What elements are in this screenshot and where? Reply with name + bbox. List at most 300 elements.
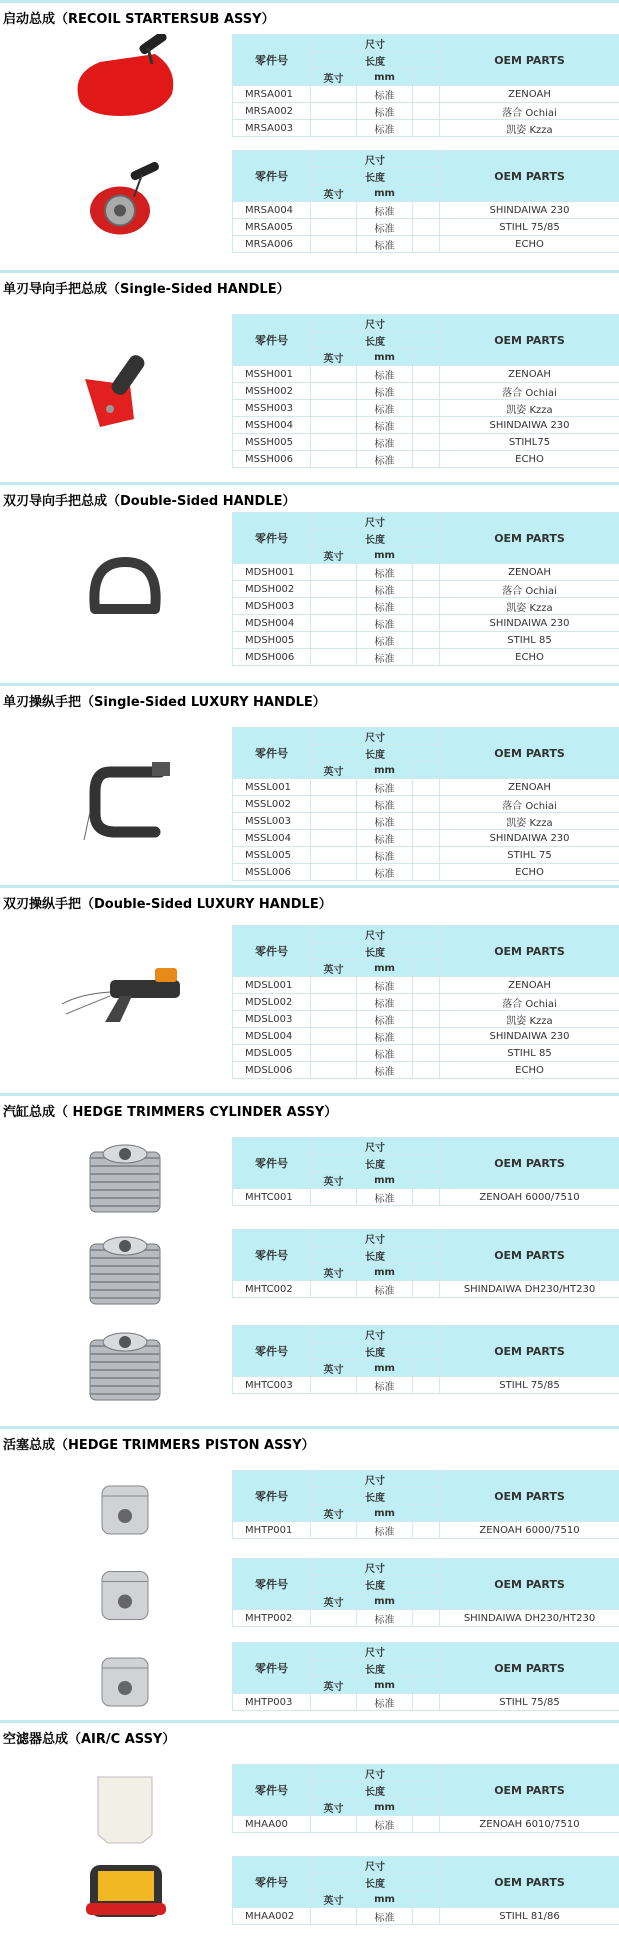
part-no-header: 零件号	[233, 315, 311, 366]
blank-cell	[413, 796, 440, 813]
blank-cell	[413, 615, 440, 632]
size-header: 尺寸	[311, 1138, 440, 1155]
inch-cell	[311, 632, 357, 649]
table-row	[233, 649, 619, 666]
mm-cell: 标准	[357, 796, 413, 813]
mm-header: mm	[357, 762, 413, 779]
blank-cell	[413, 1610, 440, 1627]
oem-header: OEM PARTS	[440, 151, 619, 202]
blank-header	[413, 1172, 440, 1189]
table-row	[233, 1045, 619, 1062]
table-row	[233, 1816, 619, 1833]
length-header: 长度	[311, 1782, 440, 1799]
part-code: MDSH001	[233, 564, 311, 581]
oem-cell: STIHL 81/86	[440, 1908, 619, 1925]
size-header: 尺寸	[311, 926, 440, 943]
table-row	[233, 236, 619, 253]
inch-cell	[311, 434, 357, 451]
part-code: MSSH002	[233, 383, 311, 400]
table-row	[233, 1062, 619, 1079]
blank-cell	[413, 103, 440, 120]
spec-table	[232, 512, 619, 666]
inch-cell	[311, 1610, 357, 1627]
table-row	[233, 830, 619, 847]
inch-header: 英寸	[311, 1264, 357, 1281]
section-title: 空滤器总成（AIR/C ASSY）	[3, 1732, 176, 1747]
part-code: MSSL003	[233, 813, 311, 830]
oem-cell: ECHO	[440, 1062, 619, 1079]
length-header: 长度	[311, 1576, 440, 1593]
blank-header	[413, 349, 440, 366]
inch-header: 英寸	[311, 69, 357, 86]
blank-cell	[413, 434, 440, 451]
length-header: 长度	[311, 1660, 440, 1677]
inch-header: 英寸	[311, 960, 357, 977]
mm-cell: 标准	[357, 615, 413, 632]
table-row	[233, 632, 619, 649]
oem-cell: SHINDAIWA 230	[440, 417, 619, 434]
inch-cell	[311, 451, 357, 468]
length-header: 长度	[311, 530, 440, 547]
inch-header: 英寸	[311, 1360, 357, 1377]
inch-cell	[311, 779, 357, 796]
size-header: 尺寸	[311, 513, 440, 530]
oem-header: OEM PARTS	[440, 1230, 619, 1281]
spec-table	[232, 34, 619, 137]
oem-cell: SHINDAIWA DH230/HT230	[440, 1281, 619, 1298]
blank-cell	[413, 383, 440, 400]
oem-cell: STIHL 75/85	[440, 219, 619, 236]
inch-header: 英寸	[311, 1505, 357, 1522]
part-code: MHAA002	[233, 1908, 311, 1925]
oem-cell: ZENOAH	[440, 86, 619, 103]
part-code: MDSH004	[233, 615, 311, 632]
mm-cell: 标准	[357, 1377, 413, 1394]
size-header: 尺寸	[311, 35, 440, 52]
spec-table	[232, 1642, 619, 1711]
oem-cell: ZENOAH 6000/7510	[440, 1522, 619, 1539]
part-code: MHTC002	[233, 1281, 311, 1298]
part-code: MHTP001	[233, 1522, 311, 1539]
mm-cell: 标准	[357, 1011, 413, 1028]
blank-cell	[413, 581, 440, 598]
table-row	[233, 615, 619, 632]
section-header	[0, 0, 619, 27]
product-photo	[60, 1470, 190, 1550]
table-row	[233, 400, 619, 417]
inch-cell	[311, 1189, 357, 1206]
size-header: 尺寸	[311, 1643, 440, 1660]
blank-cell	[413, 219, 440, 236]
mm-header: mm	[357, 1677, 413, 1694]
blank-cell	[413, 1522, 440, 1539]
section-title: 双刃导向手把总成（Double-Sided HANDLE）	[3, 494, 296, 509]
inch-cell	[311, 202, 357, 219]
blank-header	[413, 1505, 440, 1522]
spec-table	[232, 314, 619, 468]
inch-cell	[311, 1816, 357, 1833]
oem-cell: ECHO	[440, 649, 619, 666]
spec-table	[232, 1764, 619, 1833]
blank-header	[413, 1677, 440, 1694]
product-photo	[60, 1764, 190, 1854]
part-no-header: 零件号	[233, 151, 311, 202]
mm-header: mm	[357, 1799, 413, 1816]
oem-cell: 凯姿 Kzza	[440, 1011, 619, 1028]
part-code: MSSL004	[233, 830, 311, 847]
mm-cell: 标准	[357, 1522, 413, 1539]
blank-cell	[413, 1011, 440, 1028]
oem-cell: ECHO	[440, 864, 619, 881]
blank-cell	[413, 847, 440, 864]
blank-cell	[413, 400, 440, 417]
part-no-header: 零件号	[233, 926, 311, 977]
inch-cell	[311, 103, 357, 120]
size-header: 尺寸	[311, 1471, 440, 1488]
mm-cell: 标准	[357, 400, 413, 417]
part-no-header: 零件号	[233, 1471, 311, 1522]
part-code: MSSH001	[233, 366, 311, 383]
mm-header: mm	[357, 1264, 413, 1281]
oem-header: OEM PARTS	[440, 513, 619, 564]
part-no-header: 零件号	[233, 513, 311, 564]
mm-cell: 标准	[357, 434, 413, 451]
mm-cell: 标准	[357, 830, 413, 847]
part-code: MHAA00	[233, 1816, 311, 1833]
blank-cell	[413, 1694, 440, 1711]
mm-cell: 标准	[357, 1908, 413, 1925]
table-row	[233, 120, 619, 137]
mm-cell: 标准	[357, 1028, 413, 1045]
mm-header: mm	[357, 1891, 413, 1908]
inch-cell	[311, 366, 357, 383]
part-no-header: 零件号	[233, 1765, 311, 1816]
blank-cell	[413, 864, 440, 881]
mm-cell: 标准	[357, 1816, 413, 1833]
part-code: MDSL002	[233, 994, 311, 1011]
length-header: 长度	[311, 52, 440, 69]
mm-cell: 标准	[357, 202, 413, 219]
blank-cell	[413, 994, 440, 1011]
oem-cell: STIHL 85	[440, 1045, 619, 1062]
part-code: MDSL006	[233, 1062, 311, 1079]
mm-cell: 标准	[357, 977, 413, 994]
mm-header: mm	[357, 1172, 413, 1189]
spec-table	[232, 925, 619, 1079]
part-no-header: 零件号	[233, 1857, 311, 1908]
part-code: MSSH006	[233, 451, 311, 468]
table-row	[233, 434, 619, 451]
inch-cell	[311, 994, 357, 1011]
blank-header	[413, 69, 440, 86]
blank-cell	[413, 86, 440, 103]
mm-cell: 标准	[357, 581, 413, 598]
part-code: MSSL006	[233, 864, 311, 881]
mm-cell: 标准	[357, 120, 413, 137]
blank-cell	[413, 1028, 440, 1045]
mm-cell: 标准	[357, 219, 413, 236]
inch-cell	[311, 417, 357, 434]
part-code: MDSH006	[233, 649, 311, 666]
oem-header: OEM PARTS	[440, 315, 619, 366]
blank-cell	[413, 779, 440, 796]
oem-header: OEM PARTS	[440, 1857, 619, 1908]
inch-header: 英寸	[311, 185, 357, 202]
inch-header: 英寸	[311, 1593, 357, 1610]
mm-header: mm	[357, 185, 413, 202]
blank-cell	[413, 564, 440, 581]
table-row	[233, 847, 619, 864]
blank-cell	[413, 649, 440, 666]
oem-cell: 落合 Ochiai	[440, 796, 619, 813]
oem-cell: ZENOAH 6010/7510	[440, 1816, 619, 1833]
length-header: 长度	[311, 943, 440, 960]
mm-cell: 标准	[357, 847, 413, 864]
product-photo	[60, 1558, 190, 1633]
mm-cell: 标准	[357, 1694, 413, 1711]
oem-cell: 凯姿 Kzza	[440, 813, 619, 830]
part-code: MDSL004	[233, 1028, 311, 1045]
table-row	[233, 1694, 619, 1711]
table-row	[233, 451, 619, 468]
oem-header: OEM PARTS	[440, 1326, 619, 1377]
section-title: 双刃操纵手把（Double-Sided LUXURY HANDLE）	[3, 897, 332, 912]
blank-cell	[413, 813, 440, 830]
inch-cell	[311, 1028, 357, 1045]
length-header: 长度	[311, 1343, 440, 1360]
section-header	[0, 1720, 619, 1747]
spec-table	[232, 150, 619, 253]
size-header: 尺寸	[311, 151, 440, 168]
table-row	[233, 1189, 619, 1206]
blank-cell	[413, 120, 440, 137]
inch-cell	[311, 1045, 357, 1062]
mm-cell: 标准	[357, 994, 413, 1011]
part-code: MHTP003	[233, 1694, 311, 1711]
oem-cell: ZENOAH	[440, 779, 619, 796]
oem-cell: STIHL 75/85	[440, 1377, 619, 1394]
oem-cell: ZENOAH 6000/7510	[440, 1189, 619, 1206]
spec-table	[232, 1325, 619, 1394]
inch-cell	[311, 383, 357, 400]
part-code: MRSA003	[233, 120, 311, 137]
mm-cell: 标准	[357, 103, 413, 120]
part-code: MSSH004	[233, 417, 311, 434]
inch-cell	[311, 581, 357, 598]
inch-header: 英寸	[311, 1172, 357, 1189]
table-row	[233, 994, 619, 1011]
inch-cell	[311, 564, 357, 581]
blank-header	[413, 960, 440, 977]
product-photo	[60, 339, 190, 439]
mm-cell: 标准	[357, 383, 413, 400]
part-code: MRSA001	[233, 86, 311, 103]
blank-cell	[413, 366, 440, 383]
table-row	[233, 417, 619, 434]
blank-cell	[413, 202, 440, 219]
part-no-header: 零件号	[233, 1138, 311, 1189]
oem-cell: SHINDAIWA 230	[440, 202, 619, 219]
mm-header: mm	[357, 547, 413, 564]
part-code: MHTC003	[233, 1377, 311, 1394]
length-header: 长度	[311, 168, 440, 185]
blank-header	[413, 1360, 440, 1377]
spec-table	[232, 1229, 619, 1298]
oem-cell: SHINDAIWA 230	[440, 615, 619, 632]
mm-header: mm	[357, 1593, 413, 1610]
table-row	[233, 864, 619, 881]
product-photo	[60, 950, 190, 1050]
inch-cell	[311, 86, 357, 103]
spec-table	[232, 1856, 619, 1925]
blank-header	[413, 1799, 440, 1816]
oem-cell: 落合 Ochiai	[440, 581, 619, 598]
section-header	[0, 482, 619, 509]
blank-cell	[413, 977, 440, 994]
table-row	[233, 383, 619, 400]
oem-header: OEM PARTS	[440, 1471, 619, 1522]
product-photo	[60, 1229, 190, 1319]
oem-header: OEM PARTS	[440, 35, 619, 86]
table-row	[233, 796, 619, 813]
inch-cell	[311, 615, 357, 632]
mm-cell: 标准	[357, 864, 413, 881]
part-code: MRSA004	[233, 202, 311, 219]
mm-cell: 标准	[357, 598, 413, 615]
table-row	[233, 366, 619, 383]
inch-header: 英寸	[311, 547, 357, 564]
inch-header: 英寸	[311, 1799, 357, 1816]
section-title: 汽缸总成（ HEDGE TRIMMERS CYLINDER ASSY）	[3, 1105, 338, 1120]
blank-header	[413, 547, 440, 564]
part-no-header: 零件号	[233, 1326, 311, 1377]
mm-cell: 标准	[357, 779, 413, 796]
table-row	[233, 1377, 619, 1394]
inch-cell	[311, 1522, 357, 1539]
blank-cell	[413, 417, 440, 434]
inch-cell	[311, 236, 357, 253]
oem-header: OEM PARTS	[440, 1138, 619, 1189]
spec-table	[232, 1558, 619, 1627]
length-header: 长度	[311, 1874, 440, 1891]
table-row	[233, 202, 619, 219]
table-row	[233, 813, 619, 830]
section-title: 单刃操纵手把（Single-Sided LUXURY HANDLE）	[3, 695, 326, 710]
product-photo	[60, 1137, 190, 1227]
part-code: MSSH003	[233, 400, 311, 417]
oem-header: OEM PARTS	[440, 1643, 619, 1694]
part-code: MDSL005	[233, 1045, 311, 1062]
blank-cell	[413, 1045, 440, 1062]
product-photo	[60, 150, 190, 255]
oem-cell: 落合 Ochiai	[440, 383, 619, 400]
table-row	[233, 779, 619, 796]
mm-cell: 标准	[357, 1281, 413, 1298]
section-header	[0, 270, 619, 297]
oem-cell: STIHL75	[440, 434, 619, 451]
blank-header	[413, 1264, 440, 1281]
mm-cell: 标准	[357, 813, 413, 830]
oem-cell: 凯姿 Kzza	[440, 120, 619, 137]
table-row	[233, 1908, 619, 1925]
inch-cell	[311, 1281, 357, 1298]
mm-header: mm	[357, 349, 413, 366]
inch-cell	[311, 1011, 357, 1028]
inch-cell	[311, 1377, 357, 1394]
size-header: 尺寸	[311, 728, 440, 745]
oem-cell: ZENOAH	[440, 564, 619, 581]
oem-cell: ZENOAH	[440, 366, 619, 383]
blank-cell	[413, 1908, 440, 1925]
section-header	[0, 1426, 619, 1453]
part-code: MDSL001	[233, 977, 311, 994]
product-photo	[60, 1856, 190, 1926]
length-header: 长度	[311, 1488, 440, 1505]
mm-cell: 标准	[357, 1610, 413, 1627]
mm-header: mm	[357, 69, 413, 86]
inch-cell	[311, 796, 357, 813]
blank-cell	[413, 1062, 440, 1079]
part-code: MRSA002	[233, 103, 311, 120]
table-row	[233, 1011, 619, 1028]
blank-cell	[413, 1377, 440, 1394]
mm-cell: 标准	[357, 417, 413, 434]
inch-cell	[311, 120, 357, 137]
table-row	[233, 103, 619, 120]
oem-header: OEM PARTS	[440, 1765, 619, 1816]
section-header	[0, 683, 619, 710]
inch-cell	[311, 1908, 357, 1925]
oem-cell: STIHL 75	[440, 847, 619, 864]
size-header: 尺寸	[311, 1230, 440, 1247]
inch-cell	[311, 400, 357, 417]
part-no-header: 零件号	[233, 1643, 311, 1694]
blank-cell	[413, 598, 440, 615]
inch-cell	[311, 598, 357, 615]
oem-header: OEM PARTS	[440, 926, 619, 977]
oem-header: OEM PARTS	[440, 1559, 619, 1610]
table-row	[233, 1610, 619, 1627]
part-code: MHTP002	[233, 1610, 311, 1627]
part-no-header: 零件号	[233, 1230, 311, 1281]
inch-header: 英寸	[311, 1891, 357, 1908]
size-header: 尺寸	[311, 1857, 440, 1874]
product-photo	[60, 752, 190, 852]
inch-cell	[311, 813, 357, 830]
table-row	[233, 598, 619, 615]
part-code: MRSA006	[233, 236, 311, 253]
part-code: MSSH005	[233, 434, 311, 451]
part-code: MSSL001	[233, 779, 311, 796]
oem-cell: 落合 Ochiai	[440, 994, 619, 1011]
length-header: 长度	[311, 745, 440, 762]
mm-cell: 标准	[357, 564, 413, 581]
mm-cell: 标准	[357, 1045, 413, 1062]
table-row	[233, 581, 619, 598]
inch-cell	[311, 977, 357, 994]
oem-cell: 凯姿 Kzza	[440, 598, 619, 615]
section-header	[0, 885, 619, 912]
table-row	[233, 1281, 619, 1298]
oem-cell: 落合 Ochiai	[440, 103, 619, 120]
mm-cell: 标准	[357, 1189, 413, 1206]
oem-cell: SHINDAIWA DH230/HT230	[440, 1610, 619, 1627]
blank-cell	[413, 1281, 440, 1298]
inch-cell	[311, 864, 357, 881]
blank-header	[413, 1891, 440, 1908]
inch-cell	[311, 1062, 357, 1079]
product-photo	[60, 1642, 190, 1722]
